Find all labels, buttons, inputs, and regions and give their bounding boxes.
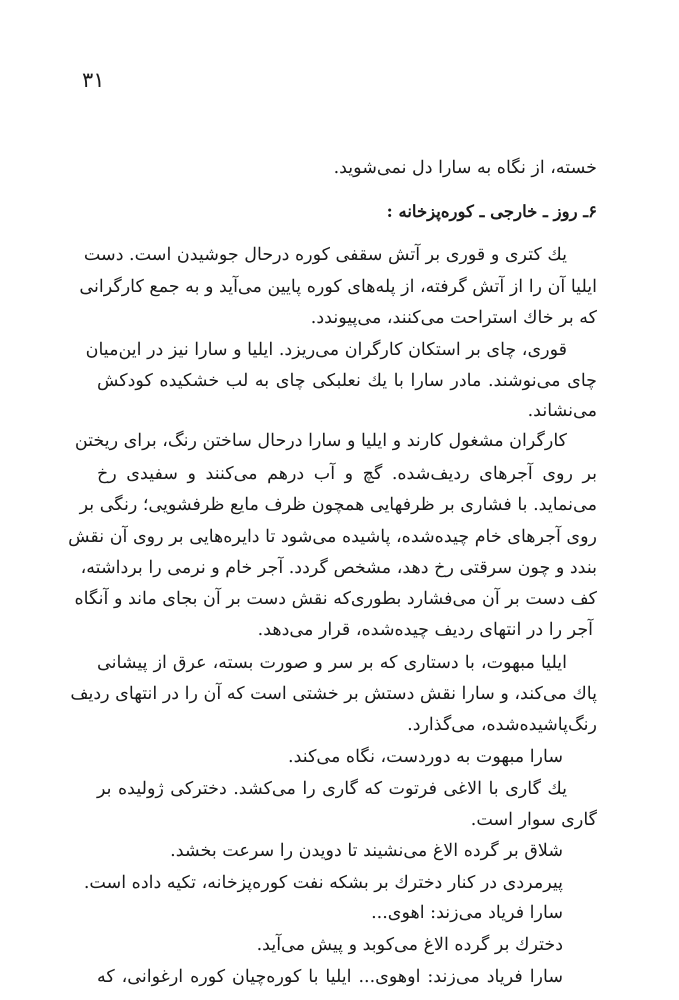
text-line: يك گاری با الاغی فرتوت که گاری را می‌کشد. دخترکی ژولیده بر	[97, 779, 567, 799]
text-line: چای می‌نوشند. مادر سارا با يك نعلبکی چای به لب خشکیده کودکش	[97, 371, 597, 391]
text-line: ایلیا مبهوت، با دستاری که بر سر و صورت بسته، عرق از پیشانی	[97, 653, 567, 673]
text-line: بندد و چون سرقتی رخ دهد، مشخص گردد. آجر خام و نرمی را برداشته،	[80, 558, 597, 578]
text-line: سارا مبهوت به دوردست، نگاه می‌کند.	[288, 747, 563, 767]
text-line: که بر خاك استراحت می‌کنند، می‌پیوندد.	[310, 308, 597, 328]
text-line: خسته، از نگاه به سارا دل نمی‌شوید.	[333, 158, 597, 178]
text-line: سارا فریاد می‌زند: اهوی...	[371, 903, 563, 923]
text-line: کف دست بر آن می‌فشارد بطوری‌که نقش دست بر آن بجای ماند و آنگاه	[74, 589, 597, 609]
text-line: روی آجرهای خام چیده‌شده، پاشیده می‌شود تا دایره‌هایی بر روی آن نقش	[68, 527, 597, 547]
text-line: قوری، چای بر استکان کارگران می‌ریزد. ایلیا و سارا نیز در این‌میان	[85, 340, 567, 360]
text-line: شلاق بر گرده الاغ می‌نشیند تا دویدن را سرعت بخشد.	[170, 841, 563, 861]
text-line: پیرمردی در کنار دخترك بر بشکه نفت کوره‌پزخانه، تکیه داده است.	[83, 873, 563, 893]
text-line: کارگران مشغول کارند و ایلیا و سارا درحال ساختن رنگ، برای ریختن	[74, 431, 567, 451]
text-line: دخترك بر گرده الاغ می‌کوبد و پیش می‌آید.	[256, 935, 563, 955]
text-line: ایلیا آن را از آتش گرفته، از پله‌های کوره پایین می‌آید و به جمع کارگرانی	[79, 277, 597, 297]
text-line: رنگ‌پاشیده‌شده، می‌گذارد.	[407, 715, 597, 735]
scene-heading: ۶ـ روز ـ خارجی ـ کوره‌پزخانه :	[386, 202, 597, 221]
text-line: آجر را در انتهای ردیف چیده‌شده، قرار می‌دهد.	[257, 620, 593, 640]
text-line: می‌نماید. با فشاری بر ظرفهایی همچون ظرف مایع ظرفشویی؛ رنگی بر	[79, 495, 597, 515]
text-line: بر روی آجرهای ردیف‌شده. گچ و آب درهم می‌کنند و سفیدی رخ	[97, 464, 597, 484]
text-line: می‌نشاند.	[527, 401, 597, 421]
text-line: يك کتری و قوری بر آتش سقفی کوره درحال جوشیدن است. دست	[83, 245, 567, 265]
text-line: پاك می‌کند، و سارا نقش دستش بر خشتی است که آن را در انتهای ردیف	[70, 684, 597, 704]
text-line: سارا فریاد می‌زند: اوهوی... ایلیا با کوره‌چیان کوره ارغوانی، که	[97, 967, 563, 987]
text-line: گاری سوار است.	[470, 810, 597, 830]
page-number: ۳۱	[82, 68, 105, 92]
